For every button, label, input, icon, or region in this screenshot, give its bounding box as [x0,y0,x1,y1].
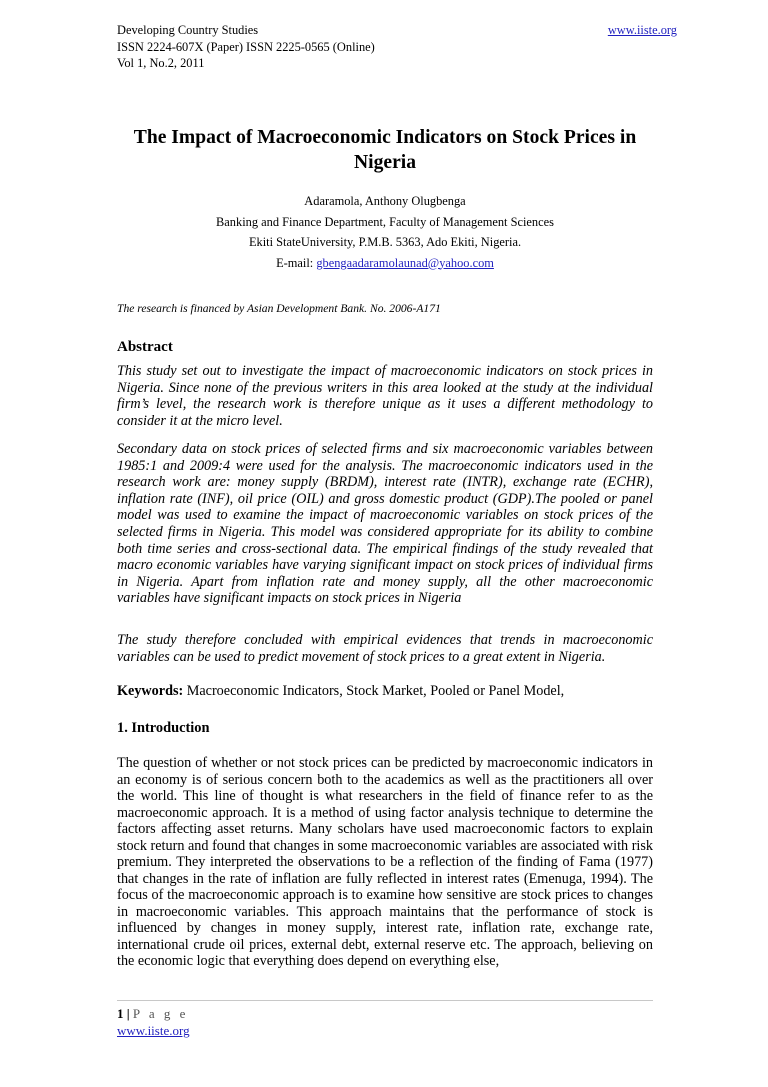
abstract-heading: Abstract [117,339,173,355]
paper-title [117,125,653,175]
keywords-label: Keywords: [117,683,184,699]
abstract-paragraph-2: Secondary data on stock prices of selected firms and six macroeconomic variables between 1985:1 and 2009:4 were used for the analysis. The macroeconomic indicators used in the research work are: money supply (BRDM), interest rate (INTR), exchange rate (ECHR), inflation rate (INF), oil price (OIL) and gross domestic product (GDP).The pooled or panel model was used to examine the impact of macroeconomic variables on stock prices of the selected firms in Nigeria. This model was considered appropriate for its ability to combine both time series and cross-sectional data. The empirical findings of the study revealed that macro economic variables have varying significant impact on stock prices of individual firms in Nigeria. Apart from inflation rate and money supply, all the other macroeconomic variables have significant impacts on stock prices in Nigeria [117,441,653,607]
email-label: E-mail: [276,255,317,270]
author-university: Ekiti StateUniversity, P.M.B. 5363, Ado Ekiti, Nigeria. [248,235,522,249]
page-number: 1 [117,1006,124,1021]
author-email-line [117,253,653,274]
header-website-link[interactable]: www.iiste.org [607,23,677,37]
page-word: P a g e [132,1006,189,1021]
abstract-paragraph-1: This study set out to investigate the impact of macroeconomic indicators on stock prices in Nigeria. Since none of the previous writers in this area looked at the study at the individual firm’s level, the research work is therefore unique as it uses a different methodology to consider it at the micro level. [117,363,653,429]
page-footer [117,1005,190,1039]
title-line-1: The Impact of Macroeconomic Indicators on Stock Prices in [133,127,637,148]
abstract-paragraph-3: The study therefore concluded with empirical evidences that trends in macroeconomic variables can be used to predict movement of stock prices to a great extent in Nigeria. [117,632,653,665]
footer-divider [117,1000,653,1001]
issn-line: ISSN 2224-607X (Paper) ISSN 2225-0565 (Online) [117,39,375,54]
author-block [117,191,653,273]
email-link[interactable]: gbengaadaramolaunad@yahoo.com [316,255,494,270]
author-name: Adaramola, Anthony Olugbenga [304,194,466,208]
title-line-2: Nigeria [353,152,417,173]
funding-note: The research is financed by Asian Development Bank. No. 2006-A171 [117,302,441,315]
keywords-line [117,683,564,700]
journal-header [117,22,677,72]
journal-name: Developing Country Studies [117,23,259,37]
page-separator: | [123,1006,133,1021]
volume-line: Vol 1, No.2, 2011 [117,56,205,70]
author-department: Banking and Finance Department, Faculty of Management Sciences [216,214,554,229]
footer-website-link[interactable]: www.iiste.org [117,1023,190,1038]
keywords-text: Macroeconomic Indicators, Stock Market, Pooled or Panel Model, [183,683,565,699]
introduction-heading: 1. Introduction [117,720,210,736]
introduction-paragraph-1: The question of whether or not stock prices can be predicted by macroeconomic indicators in an economy is of serious concern both to the academics as well as the practitioners all over the world. This line of thought is what researchers in the field of finance refer to as the macroeconomic approach. It is a method of using factor analysis technique to determine the factors affecting asset returns. Many scholars have used macroeconomic factors to explain stock return and found that changes in some macroeconomic variables are associated with risk premium. They interpreted the observations to be a reflection of the finding of Fama (1977) that changes in the rate of inflation are fully reflected in interest rates (Emenuga, 1994). The focus of the macroeconomic approach is to examine how sensitive are stock prices to changes in macroeconomic variables. This approach maintains that the performance of stock is influenced by changes in money supply, interest rate, inflation rate, exchange rate, international crude oil prices, external debt, external reserve etc. The approach, believing on the economic logic that everything does depend on everything else, [117,755,653,969]
